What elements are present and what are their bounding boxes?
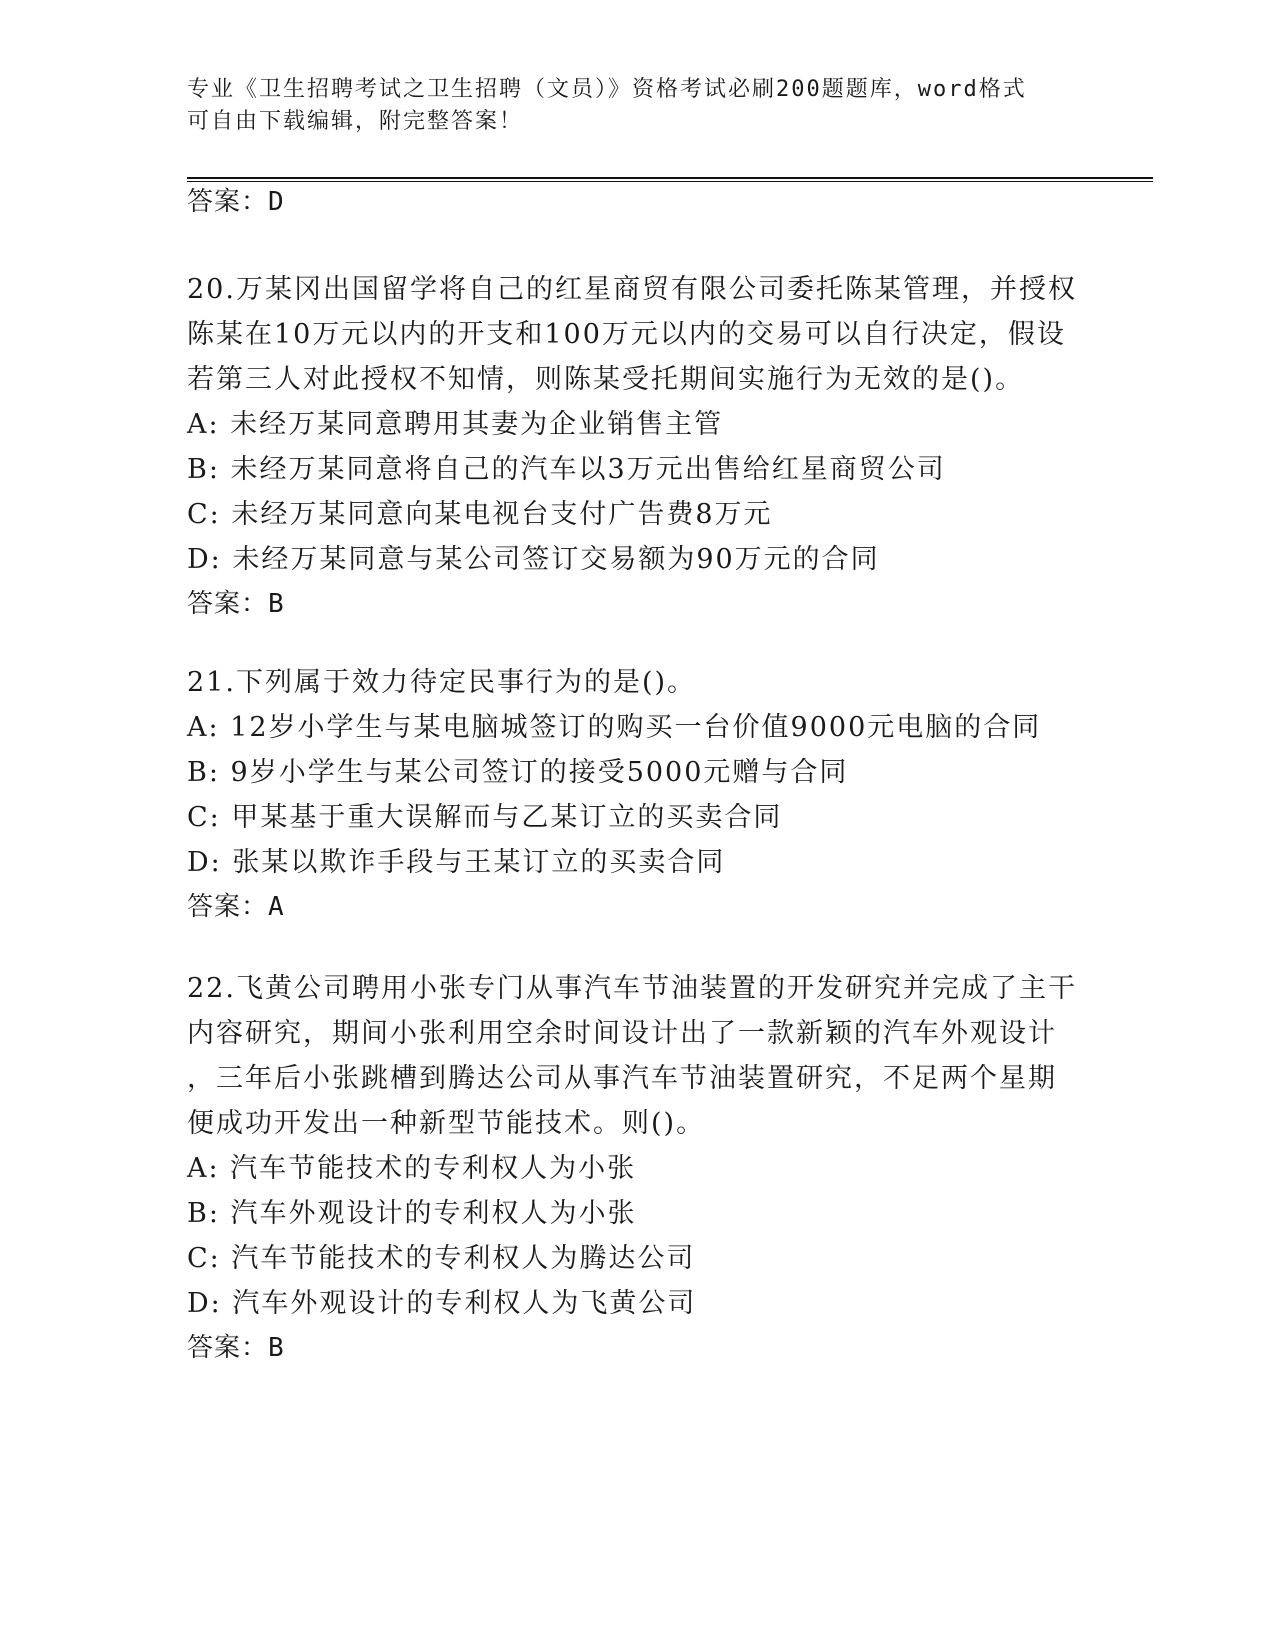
header-line-2: 可自由下载编辑，附完整答案！ [187, 109, 524, 134]
option-a: A: 12岁小学生与某电脑城签订的购买一台价值9000元电脑的合同 [187, 712, 1042, 743]
question-text-line: ，三年后小张跳槽到腾达公司从事汽车节油装置研究，不足两个星期 [187, 1063, 1057, 1094]
question-text-line: 便成功开发出一种新型节能技术。则()。 [187, 1108, 706, 1139]
option-b: B: 未经万某同意将自己的汽车以3万元出售给红星商贸公司 [187, 454, 946, 485]
header-divider-thick [187, 177, 1153, 179]
question-text-line: 内容研究，期间小张利用空余时间设计出了一款新颖的汽车外观设计 [187, 1018, 1057, 1049]
answer-label: 答案：D [187, 187, 285, 217]
question-text-line: 21.下列属于效力待定民事行为的是()。 [187, 667, 697, 698]
question-text-line: 20.万某冈出国留学将自己的红星商贸有限公司委托陈某管理，并授权 [187, 274, 1077, 305]
question-20 [187, 267, 1087, 627]
option-d: D: 汽车外观设计的专利权人为飞黄公司 [187, 1288, 697, 1319]
option-d: D: 未经万某同意与某公司签订交易额为90万元的合同 [187, 544, 880, 575]
answer-label: 答案：B [187, 1333, 285, 1363]
document-header [187, 74, 1067, 138]
option-a: A: 未经万某同意聘用其妻为企业销售主管 [187, 409, 724, 440]
question-text-line: 陈某在10万元以内的开支和100万元以内的交易可以自行决定，假设 [187, 319, 1066, 350]
option-c: C: 甲某基于重大误解而与乙某订立的买卖合同 [187, 802, 783, 833]
option-c: C: 未经万某同意向某电视台支付广告费8万元 [187, 499, 773, 530]
option-c: C: 汽车节能技术的专利权人为腾达公司 [187, 1243, 696, 1274]
option-b: B: 汽车外观设计的专利权人为小张 [187, 1198, 637, 1229]
question-21 [187, 660, 1087, 930]
question-text-line: 22.飞黄公司聘用小张专门从事汽车节油装置的开发研究并完成了主干 [187, 973, 1077, 1004]
question-text-line: 若第三人对此授权不知情，则陈某受托期间实施行为无效的是()。 [187, 364, 1025, 395]
question-22 [187, 966, 1087, 1371]
answer-label: 答案：B [187, 589, 285, 619]
header-line-1: 专业《卫生招聘考试之卫生招聘（文员）》资格考试必刷200题题库，word格式 [187, 77, 1027, 102]
previous-answer-block [187, 180, 1087, 225]
answer-label: 答案：A [187, 892, 285, 922]
option-b: B: 9岁小学生与某公司签订的接受5000元赠与合同 [187, 757, 849, 788]
option-a: A: 汽车节能技术的专利权人为小张 [187, 1153, 637, 1184]
option-d: D: 张某以欺诈手段与王某订立的买卖合同 [187, 847, 726, 878]
